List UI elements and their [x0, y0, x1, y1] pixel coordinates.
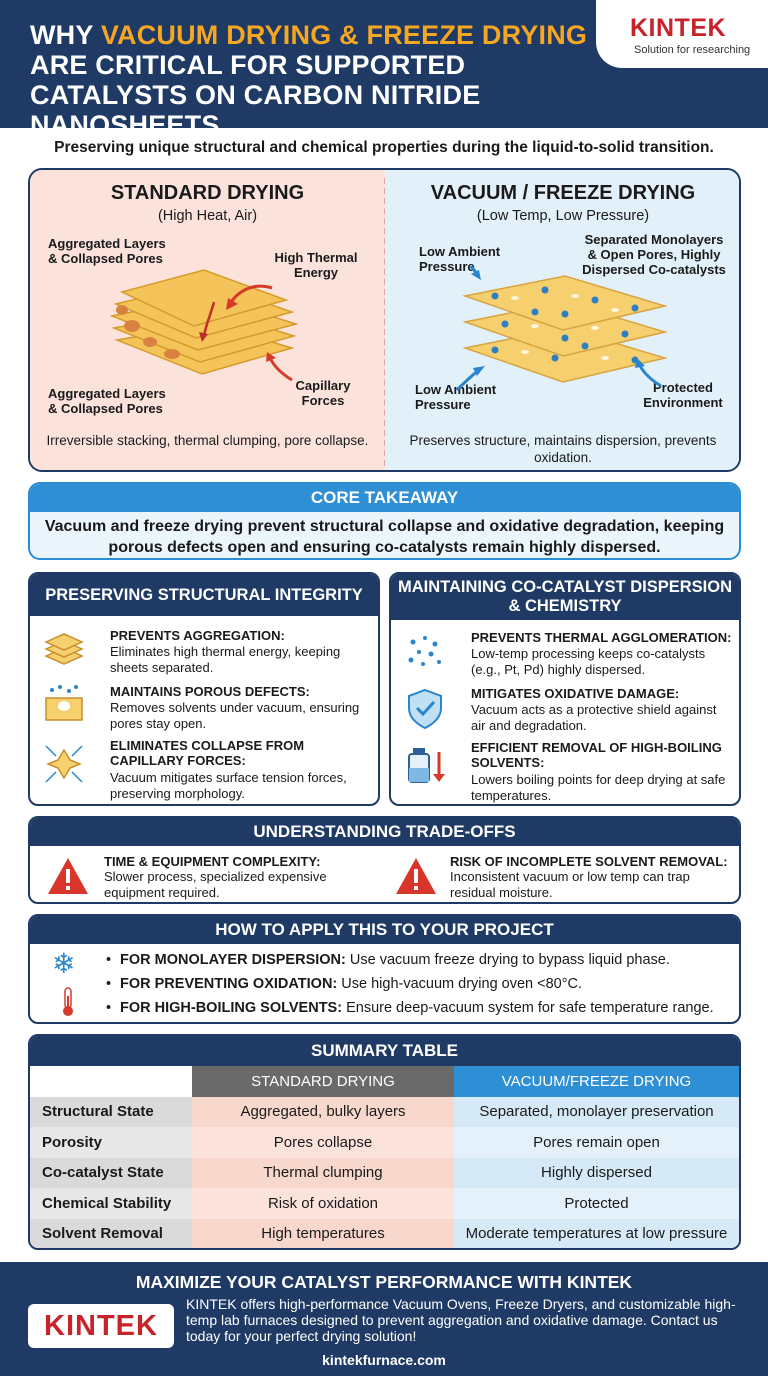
- kintek-logo[interactable]: [596, 0, 768, 68]
- standard-subtitle: (High Heat, Air): [157, 208, 258, 224]
- logo-wordmark: KINTEK: [630, 14, 727, 42]
- summary-heading: SUMMARY TABLE: [30, 1036, 739, 1066]
- structural-heading: PRESERVING STRUCTURAL INTEGRITY: [30, 574, 378, 616]
- col-standard: STANDARD DRYING: [192, 1066, 454, 1097]
- standard-note: Irreversible stacking, thermal clumping, pore collapse.: [46, 433, 369, 448]
- item-text: Removes solvents under vacuum, ensuring pores stay open.: [110, 700, 360, 731]
- table-row: Porosity Pores collapse Pores remain open: [30, 1127, 739, 1158]
- dispersion-heading: MAINTAINING CO-CATALYST DISPERSION & CHEMISTRY: [391, 574, 739, 620]
- core-text: Vacuum and freeze drying prevent structural collapse and oxidative degradation, keeping porous defects open and ensuring co-catalysts remain highly dispersed.: [44, 518, 725, 556]
- footer-title: MAXIMIZE YOUR CATALYST PERFORMANCE WITH KINTEK: [135, 1272, 633, 1292]
- bottle-icon: [403, 742, 447, 786]
- tradeoff-title: TIME & EQUIPMENT COMPLEXITY:: [104, 854, 321, 869]
- vacuum-drying-panel: [385, 170, 741, 470]
- apply-heading: HOW TO APPLY THIS TO YOUR PROJECT: [30, 916, 739, 944]
- intro-text: Preserving unique structural and chemical properties during the liquid-to-solid transition.: [54, 139, 714, 156]
- capillary-icon: [42, 742, 86, 786]
- vacuum-title: VACUUM / FREEZE DRYING: [430, 182, 696, 204]
- tradeoff-title: RISK OF INCOMPLETE SOLVENT REMOVAL:: [450, 854, 728, 869]
- apply-item: • FOR MONOLAYER DISPERSION: Use vacuum freeze drying to bypass liquid phase.: [106, 952, 670, 968]
- snowflake-icon: ❄: [52, 948, 76, 979]
- item-text: Low-temp processing keeps co-catalysts (e.g., Pt, Pd) highly dispersed.: [471, 646, 706, 677]
- label-low-pressure-top: Low Ambient Pressure: [419, 244, 501, 274]
- vacuum-note: Preserves structure, maintains dispersion, prevents oxidation.: [409, 433, 717, 465]
- apply-item: • FOR HIGH-BOILING SOLVENTS: Ensure deep-vacuum system for safe temperature range.: [106, 1000, 714, 1016]
- label-aggregated-top: Aggregated Layers & Collapsed Pores: [48, 236, 166, 266]
- layers-icon: [42, 628, 86, 672]
- label-thermal-energy: High Thermal Energy: [274, 250, 358, 280]
- label-protected-env: Protected Environment: [643, 380, 723, 410]
- item-title: PREVENTS AGGREGATION:: [110, 628, 285, 643]
- footer-url-link[interactable]: kintekfurnace.com: [322, 1352, 446, 1368]
- table-row: Structural State Aggregated, bulky layers Separated, monolayer preservation: [30, 1097, 739, 1128]
- summary-table: [28, 1034, 741, 1250]
- dispersion-panel: [389, 572, 741, 806]
- label-capillary: Capillary Forces: [295, 378, 351, 408]
- structural-integrity-panel: [28, 572, 380, 806]
- label-separated-monolayers: Separated Monolayers & Open Pores, Highly Dispersed Co-catalysts: [582, 232, 726, 277]
- standard-title: STANDARD DRYING: [110, 182, 305, 204]
- title-highlight: VACUUM DRYING & FREEZE DRYING: [100, 20, 588, 50]
- tradeoffs-heading: UNDERSTANDING TRADE-OFFS: [30, 818, 739, 846]
- item-title: ELIMINATES COLLAPSE FROM CAPILLARY FORCES:: [110, 738, 305, 768]
- table-row: Co-catalyst State Thermal clumping Highly dispersed: [30, 1158, 739, 1189]
- item-title: EFFICIENT REMOVAL OF HIGH-BOILING SOLVENTS:: [471, 740, 722, 770]
- header: [0, 0, 768, 140]
- footer-logo[interactable]: KINTEK: [28, 1304, 174, 1348]
- table-row: Solvent Removal High temperatures Moderate temperatures at low pressure: [30, 1219, 739, 1250]
- page-title: [30, 20, 630, 140]
- shield-icon: [403, 686, 447, 730]
- tradeoff-text: Inconsistent vacuum or low temp can trap residual moisture.: [450, 869, 690, 900]
- item-title: MAINTAINS POROUS DEFECTS:: [110, 684, 310, 699]
- collapsed-sheets-illustration: [102, 262, 312, 392]
- label-low-pressure-bottom: Low Ambient Pressure: [415, 382, 497, 412]
- footer-text: KINTEK offers high-performance Vacuum Ovens, Freeze Dryers, and customizable high-temp lab furnaces designed to prevent aggregation and oxidative damage. Contact us today for your perfect drying solution!: [186, 1296, 736, 1344]
- item-text: Lowers boiling points for deep drying at safe temperatures.: [471, 772, 726, 803]
- item-text: Vacuum mitigates surface tension forces, preserving morphology.: [110, 770, 347, 801]
- warning-icon: [46, 856, 90, 896]
- apply-item: • FOR PREVENTING OXIDATION: Use high-vacuum drying oven <80°C.: [106, 976, 583, 992]
- separated-sheets-illustration: [455, 266, 675, 396]
- summary-grid: [30, 1066, 739, 1249]
- item-text: Eliminates high thermal energy, keeping sheets separated.: [110, 644, 341, 675]
- tradeoffs-panel: [28, 816, 741, 904]
- title-rest: ARE CRITICAL FOR SUPPORTED CATALYSTS ON CARBON NITRIDE NANOSHEETS: [30, 50, 481, 140]
- comparison-panel: [28, 168, 741, 472]
- table-row: Chemical Stability Risk of oxidation Protected: [30, 1188, 739, 1219]
- title-prefix: WHY: [30, 20, 101, 50]
- logo-tagline: Solution for researching: [634, 44, 751, 56]
- porous-icon: [42, 682, 86, 726]
- dots-icon: [403, 630, 447, 674]
- core-heading: CORE TAKEAWAY: [30, 484, 739, 512]
- table-header-row: [30, 1066, 739, 1097]
- warning-icon: [394, 856, 438, 896]
- label-aggregated-bottom: Aggregated Layers & Collapsed Pores: [48, 386, 166, 416]
- core-takeaway: [28, 482, 741, 560]
- footer: [0, 1262, 768, 1376]
- vacuum-subtitle: (Low Temp, Low Pressure): [476, 208, 650, 224]
- standard-drying-panel: [30, 170, 385, 470]
- item-title: MITIGATES OXIDATIVE DAMAGE:: [471, 686, 680, 701]
- tradeoff-text: Slower process, specialized expensive equipment required.: [104, 869, 327, 900]
- item-title: PREVENTS THERMAL AGGLOMERATION:: [471, 630, 732, 645]
- apply-panel: [28, 914, 741, 1024]
- col-vacuum: VACUUM/FREEZE DRYING: [454, 1066, 739, 1097]
- item-text: Vacuum acts as a protective shield against air and degradation.: [471, 702, 717, 733]
- thermometer-icon: [58, 986, 78, 1018]
